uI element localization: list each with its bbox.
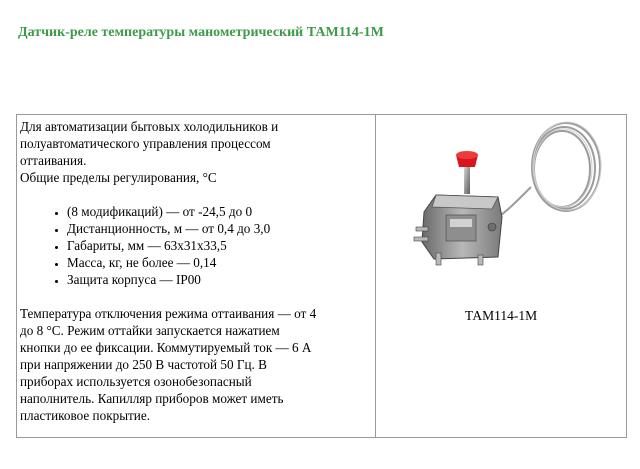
ranges-title: Общие пределы регулирования, °С bbox=[20, 170, 217, 185]
spec-table bbox=[16, 114, 627, 438]
spec-item-modifications: • (8 модификаций) — от -24,5 до 0 bbox=[67, 203, 371, 220]
intro-line-3: оттаивания. bbox=[20, 153, 87, 168]
details-line-2: до 8 °С. Режим оттайки запускается нажатием bbox=[20, 323, 280, 338]
details-line-6: наполнитель. Капилляр приборов может иметь bbox=[20, 391, 284, 406]
intro-line-2: полуавтоматического управления процессом bbox=[20, 136, 271, 151]
description-text bbox=[17, 115, 375, 424]
product-cell bbox=[376, 115, 627, 438]
table-row bbox=[17, 115, 627, 438]
spec-item-dimensions: • Габариты, мм — 63x31x33,5 bbox=[67, 237, 371, 254]
details-line-1: Температура отключения режима оттаивания — от 4 bbox=[20, 306, 317, 321]
product-caption: ТАМ114-1М bbox=[464, 308, 538, 323]
details-line-7: пластиковое покрытие. bbox=[20, 408, 151, 423]
spec-item-protection: • Защита корпуса — IP00 bbox=[67, 271, 371, 288]
details-line-3: кнопки до ее фиксации. Коммутируемый ток — 6 А bbox=[20, 340, 312, 355]
details-line-4: при напряжении до 250 В частотой 50 Гц. В bbox=[20, 357, 267, 372]
spec-item-mass: • Масса, кг, не более — 0,14 bbox=[67, 254, 371, 271]
details-line-5: приборах используется озонобезопасный bbox=[20, 374, 252, 389]
thermostat-device-icon bbox=[406, 117, 606, 277]
page-title: Датчик-реле температуры манометрический ТАМ114-1М bbox=[18, 25, 384, 40]
spec-item-distance: • Дистанционность, м — от 0,4 до 3,0 bbox=[67, 220, 371, 237]
spec-list bbox=[20, 203, 371, 288]
intro-line-1: Для автоматизации бытовых холодильников и bbox=[20, 119, 279, 134]
description-cell bbox=[17, 115, 376, 438]
